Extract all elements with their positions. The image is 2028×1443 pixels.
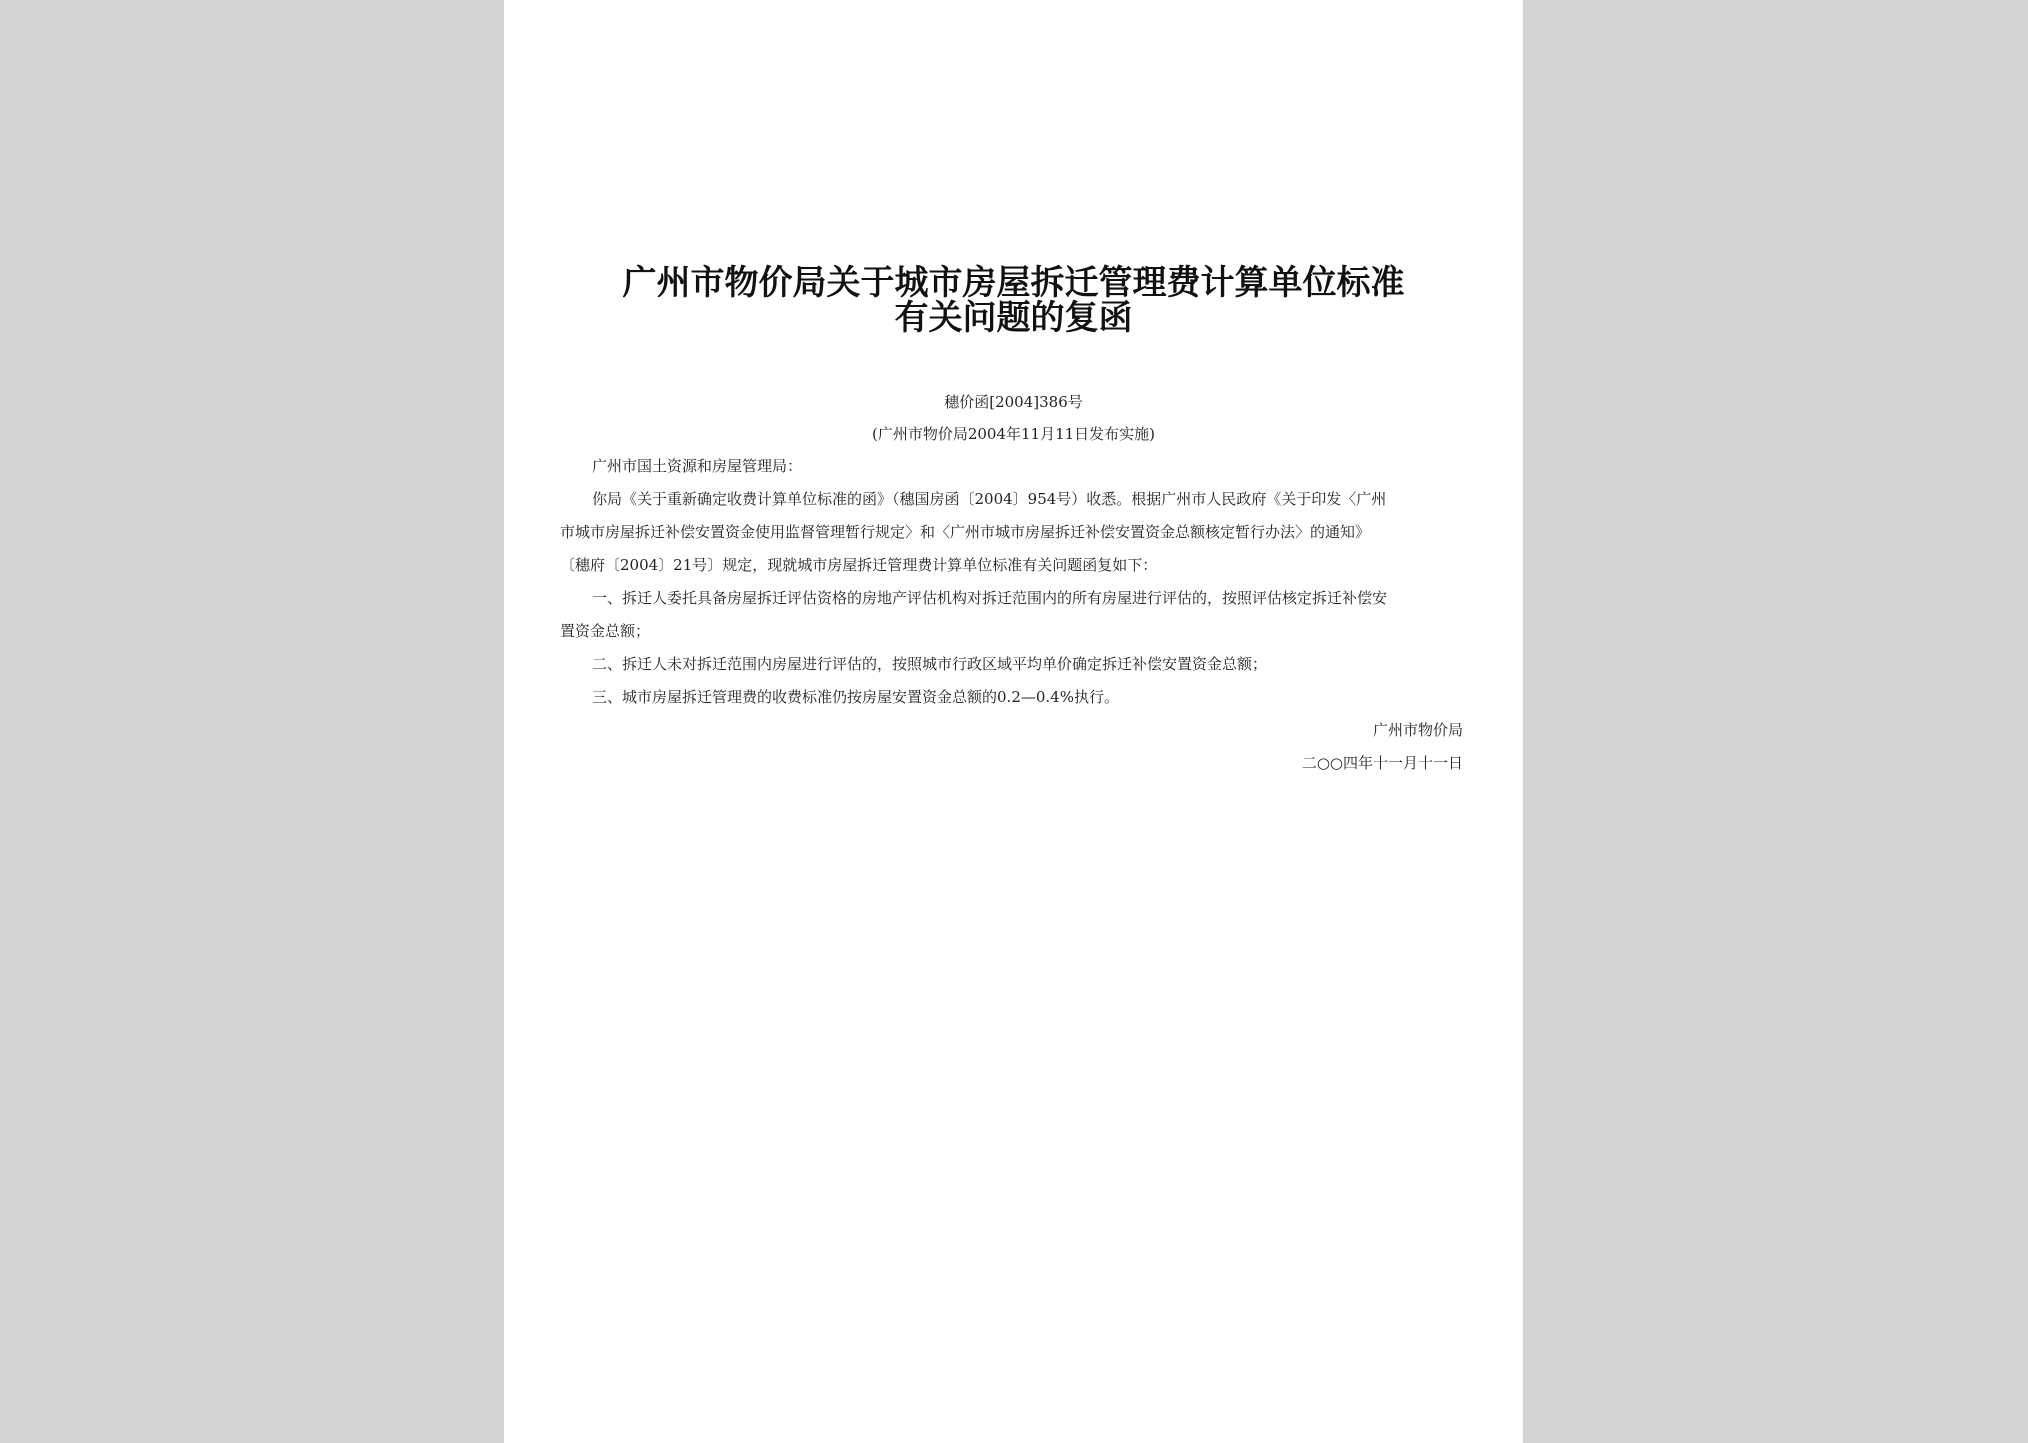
- paragraph-line: 一、拆迁人委托具备房屋拆迁评估资格的房地产评估机构对拆迁范围内的所有房屋进行评估的，按照评估核定拆迁补偿安: [592, 589, 1388, 607]
- paragraph-line: 市城市房屋拆迁补偿安置资金使用监督管理暂行规定〉和〈广州市城市房屋拆迁补偿安置资金总额核定暂行办法〉的通知》: [560, 523, 1371, 541]
- document-title-line-2: 有关问题的复函: [894, 298, 1133, 338]
- paragraph-line: 你局《关于重新确定收费计算单位标准的函》（穗国房函〔2004〕954号）收悉。根据广州市人民政府《关于印发〈广州: [592, 490, 1387, 508]
- document-page: [504, 0, 1523, 1443]
- paragraph-line: 置资金总额；: [560, 622, 651, 640]
- addressee: 广州市国土资源和房屋管理局：: [592, 457, 803, 475]
- document-number: 穗价函[2004]386号: [944, 393, 1083, 411]
- paragraph-line: 〔穗府〔2004〕21号〕规定，现就城市房屋拆迁管理费计算单位标准有关问题函复如下：: [560, 556, 1158, 574]
- document-title-line-1: 广州市物价局关于城市房屋拆迁管理费计算单位标准: [622, 263, 1405, 303]
- signature: 广州市物价局: [1372, 721, 1463, 739]
- paragraph-line: 三、城市房屋拆迁管理费的收费标准仍按房屋安置资金总额的0.2—0.4%执行。: [592, 688, 1119, 706]
- document-date: 二○○四年十一月十一日: [1301, 754, 1463, 772]
- paragraph-line: 二、拆迁人未对拆迁范围内房屋进行评估的，按照城市行政区域平均单价确定拆迁补偿安置资金总额；: [592, 655, 1268, 673]
- issue-note: (广州市物价局2004年11月11日发布实施): [871, 425, 1156, 443]
